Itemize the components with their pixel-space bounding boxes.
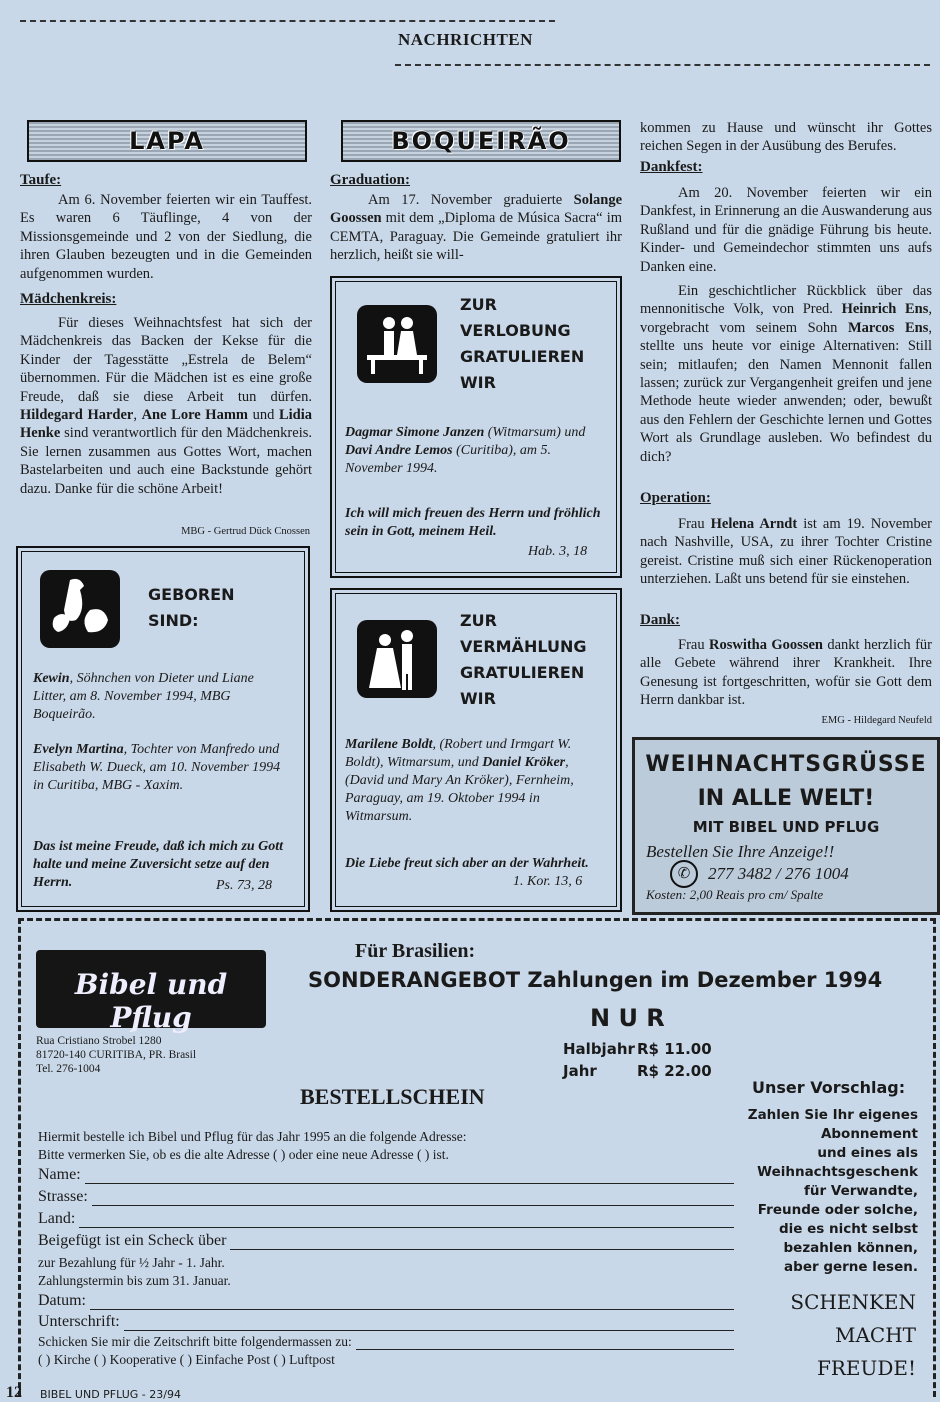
born-heading: GEBOREN SIND: [148,585,235,630]
greetings-line4: Bestellen Sie Ihre Anzeige!! [646,842,835,861]
graduation-continued: kommen zu Hause und wünscht ihr Gottes reichen Segen in der Ausübung des Berufes. [640,120,932,155]
engagement-verse: Ich will mich freuen des Herrn und fröhlich sein in Gott, meinem Heil. [345,506,601,539]
sign-row: Unterschrift: [38,1313,734,1331]
strasse-field[interactable] [92,1204,734,1206]
maedchen-heading: Mädchenkreis: [20,291,117,307]
born-verse: Das ist meine Freude, daß ich mich zu Gott halte und meine Zuversicht setze auf den Herrn. [33,839,284,890]
land-row: Land: [38,1210,734,1228]
order-title: BESTELLSCHEIN [300,1084,485,1109]
check-row: Beigefügt ist ein Scheck über [38,1232,734,1250]
wedding-verse: Die Liebe freut sich aber an der Wahrheit. [345,856,589,871]
wedding-ref: 1. Kor. 13, 6 [513,874,583,889]
operation-heading: Operation: [640,490,711,506]
header-rule-bottom [395,64,930,66]
suggestion-heading: Unser Vorschlag: [752,1078,906,1097]
bibel-pflug-logo [36,950,266,1034]
boqueirao-banner: BOQUEIRÃO [341,120,621,162]
payment-note: zur Bezahlung für ½ Jahr - 1. Jahr. Zahlungstermin bis zum 31. Januar. [38,1255,231,1288]
engagement-ref: Hab. 3, 18 [528,544,588,559]
engagement-heading: ZUR VERLOBUNG GRATULIEREN WIR [460,295,585,392]
name-field[interactable] [85,1182,734,1184]
taufe-heading: Taufe: [20,172,62,188]
engagement-text: Dagmar Simone Janzen (Witmarsum) und Davi Andre Lemos (Curitiba), am 5. November 1994. [345,425,586,476]
greetings-cost: Kosten: 2,00 Reais pro cm/ Spalte [646,887,824,902]
offer-year-price: R$ 22.00 [637,1062,712,1080]
offer-headline: SONDERANGEBOT Zahlungen im Dezember 1994 [308,968,883,992]
dankfest-heading: Dankfest: [640,159,703,175]
offer-half-label: Halbjahr [563,1040,635,1058]
born-entry-1: Kewin, Söhnchen von Dieter und Liane Litter, am 8. November 1994, MBG Boqueirão. [33,671,254,722]
offer-half-price: R$ 11.00 [637,1040,712,1058]
born-ref: Ps. 73, 28 [216,878,272,893]
page-number: 12 [6,1384,22,1401]
suggestion-text: Zahlen Sie Ihr eigenes Abonnement und eines als Weihnachtsgeschenk für Verwandte, Freunde oder solche, die es nicht selbst bezahlen können, aber gerne lesen. [747,1107,918,1275]
offer-nur: N U R [590,1004,665,1032]
ship-row: Schicken Sie mir die Zeitschrift bitte folgendermassen zu: [38,1334,734,1350]
wedding-text: Marilene Boldt, (Robert und Irmgart W. Boldt), Witmarsum, und Daniel Kröker, (David und Mary An Kröker), Fernheim, Paraguay, am 19. Oktober 1994 in Witmarsum. [345,737,574,824]
rueckblick-text: Ein geschichtlicher Rückblick über das mennonitische Volk, von Pred. Heinrich Ens, vorgebracht vom seinem Sohn Marcos Ens, stellte uns heute vor einige Alternativen: Still sein; mitlaufen; den Namen Mennonit fallen lassen; zurück zur Vergangenheit greifen und jene Methode heute wieder anwenden; oder, bewußt aus den Fehlern der Geschichte lernen und Gottes Wort als Grundlage ausleben. Wo befindest du dich? [640,283,932,465]
name-row: Name: [38,1166,734,1184]
greetings-line1: WEIHNACHTSGRÜSSE [645,752,927,777]
ship-method-field[interactable] [356,1348,734,1350]
wedding-heading: ZUR VERMÄHLUNG GRATULIEREN WIR [460,611,587,708]
dank-heading: Dank: [640,612,681,628]
operation-text: Frau Helena Arndt ist am 19. November nach Nashville, USA, zu ihrer Tochter Cristine gereist. Cristine muß sich einer Rückenoperation unterziehen. Laßt uns betend für sie einstehen. [640,516,932,588]
offer-year-label: Jahr [563,1062,597,1080]
signature-field[interactable] [124,1329,734,1331]
phone-icon: ✆ [670,860,698,888]
greetings-line3: MIT BIBEL UND PFLUG [692,818,880,836]
datum-field[interactable] [90,1308,734,1310]
couple-bench-icon [357,305,437,383]
right-signature: EMG - Hildegard Neufeld [821,715,932,726]
maedchen-text: Für dieses Weihnachtsfest hat sich der Mädchenkreis das Backen der Kekse für die Kinder der Tagesstätte „Estrela de Belem“ übernommen. Für die Mädchen ist es eine große Freude, daß sie diese Arbeit tun dürfen. Hildegard Harder, Ane Lore Hamm und Lidia Henke sind verantwortlich für den Mädchenkreis. Sie lernen zusammen aus Gottes Wort, machen Bastelarbeiten und auch eine Backstunde gehört dazu. Danke für die schöne Arbeit! [20,315,312,497]
wedding-couple-icon [357,620,437,698]
strasse-row: Strasse: [38,1188,734,1206]
dank-text: Frau Roswitha Goossen dankt herzlich für alle Gebete während ihrer Krankheit. Ihre Genesung ist fortgeschritten, wofür sie Gott dem Herrn dankbar ist. [640,637,932,709]
check-amount-field[interactable] [230,1248,734,1250]
land-field[interactable] [79,1226,734,1228]
ship-options[interactable]: ( ) Kirche ( ) Kooperative ( ) Einfache Post ( ) Luftpost [38,1352,335,1367]
born-entry-2: Evelyn Martina, Tochter von Manfredo und Elisabeth W. Dueck, am 10. November 1994 in Curitiba, MBG - Xaxim. [33,742,281,793]
order-address: Rua Cristiano Strobel 1280 81720-140 CURITIBA, PR. Brasil Tel. 276-1004 [36,1035,197,1075]
order-intro: Hiermit bestelle ich Bibel und Pflug für das Jahr 1995 an die folgende Adresse: Bitte vermerken Sie, ob es die alte Adresse ( ) oder eine neue Adresse ( ) ist. [38,1129,467,1162]
dankfest-text: Am 20. November feierten wir ein Dankfest, in Erinnerung an die Auswanderung aus Rußland und für die gnädige Führung bis heute. Kinder- und Gemeindechor stimmten uns aufs Danken eine. [640,185,932,275]
lapa-signature: MBG - Gertrud Dück Cnossen [181,526,310,537]
graduation-text: Am 17. November graduierte Solange Goossen mit dem „Diploma de Música Sacra“ im CEMTA, Paraguay. Die Gemeinde gratuliert ihr herzlich, heißt sie will- [330,192,622,264]
taufe-text: Am 6. November feierten wir ein Tauffest. Es waren 6 Täuflinge, 4 von der Missionsgemeinde und 2 von der Siedlung, die ihren Glauben bezeugten und in die Gemeinden aufgenommen wurden. [20,192,312,282]
graduation-heading: Graduation: [330,172,411,188]
logo-text: Bibel und Pflug [74,968,228,1034]
footer-text: BIBEL UND PFLUG - 23/94 [40,1388,181,1401]
lapa-banner: LAPA [27,120,307,162]
section-title: NACHRICHTEN [398,30,533,49]
offer-for: Für Brasilien: [355,940,476,962]
slogan: SCHENKEN MACHT FREUDE! [790,1290,916,1380]
greetings-line2: IN ALLE WELT! [697,786,875,811]
greetings-phone: 277 3482 / 276 1004 [708,864,849,883]
baby-icon [40,570,120,648]
datum-row: Datum: [38,1292,734,1310]
header-rule-top [20,20,555,22]
